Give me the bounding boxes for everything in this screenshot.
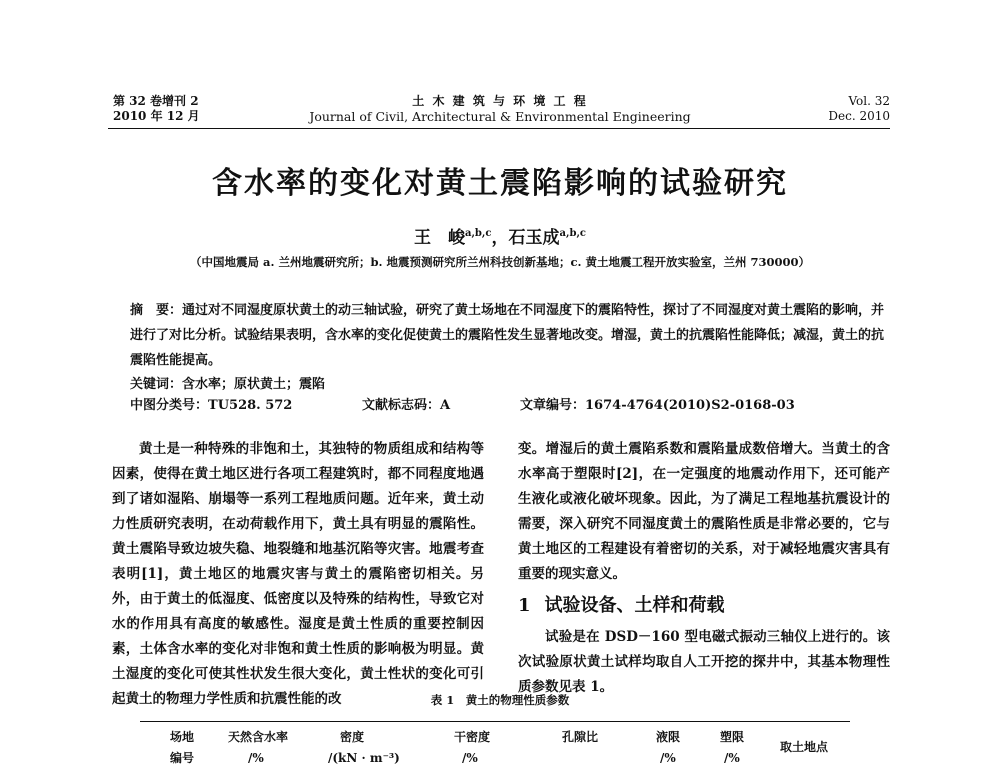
table-header-void-ratio: 孔隙比 <box>562 730 599 744</box>
body-paragraph-equipment: 试验是在 DSD－160 型电磁式振动三轴仪上进行的。该次试验原状黄土试样均取自人工开挖的探井中，其基本物理性质参数见表 1。 <box>518 629 890 695</box>
table-subheader-liquid-unit: /% <box>660 751 676 765</box>
author-line <box>0 223 1000 248</box>
clc-number <box>130 394 292 413</box>
keywords-text: 含水率；原状黄土；震陷 <box>182 377 326 392</box>
table-subheader-plastic-unit: /% <box>724 751 740 765</box>
journal-vol-en: Vol. 32 <box>848 94 890 108</box>
header-rule <box>108 128 890 129</box>
abstract-text: 通过对不同湿度原状黄土的动三轴试验，研究了黄土场地在不同湿度下的震陷特性，探讨了不同湿度对黄土震陷的影响，并进行了对比分析。试验结果表明，含水率的变化促使黄土的震陷性发生显著地改变。增湿，黄土的抗震陷性能降低；减湿，黄土的抗震陷性能提高。 <box>130 303 885 368</box>
journal-date-en: Dec. 2010 <box>828 109 890 123</box>
table-subheader-density-unit: /(kN · m⁻³) <box>328 751 400 765</box>
abstract <box>130 298 890 373</box>
article-number <box>520 394 795 413</box>
doc-code-value: A <box>440 398 451 413</box>
author-1: 王 峻 <box>413 228 465 248</box>
article-no-value: 1674-4764(2010)S2-0168-03 <box>585 398 795 413</box>
affiliation: （中国地震局 a. 兰州地震研究所；b. 地震预测研究所兰州科技创新基地；c. 黄土地震工程开放实验室，兰州 730000） <box>189 255 811 269</box>
clc-value: TU528. 572 <box>208 398 293 413</box>
table-subheader-dry-unit: /% <box>462 751 478 765</box>
journal-volume: 第 32 卷增刊 2 <box>113 94 199 108</box>
body-right-column-bottom <box>518 625 890 700</box>
section-1-title: 试验设备、土样和荷载 <box>544 595 725 616</box>
journal-name-cn: 土 木 建 筑 与 环 境 工 程 <box>412 94 588 108</box>
table-subheader-id: 编号 <box>170 751 195 765</box>
table-header-location: 取土地点 <box>780 740 829 754</box>
body-left-column <box>112 437 484 712</box>
article-no-label: 文章编号： <box>520 398 586 413</box>
keywords <box>130 373 325 392</box>
body-right-column-top <box>518 437 890 587</box>
section-1-number: 1 <box>518 595 531 616</box>
paper-title: 含水率的变化对黄土震陷影响的试验研究 <box>212 166 788 201</box>
table-header-liquid-limit: 液限 <box>656 730 681 744</box>
table-header-site: 场地 <box>170 730 195 744</box>
author-1-affil: a,b,c <box>464 228 492 239</box>
keywords-label: 关键词： <box>130 377 183 392</box>
author-separator: ， <box>491 228 509 248</box>
table-1-caption: 表 1 黄土的物理性质参数 <box>430 693 570 707</box>
table-header-plastic-limit: 塑限 <box>720 730 745 744</box>
table-header-dry-density: 干密度 <box>454 730 491 744</box>
body-paragraph-intro: 黄土是一种特殊的非饱和土，其独特的物质组成和结构等因素，使得在黄土地区进行各项工程建筑时，都不同程度地遇到了诸如湿陷、崩塌等一系列工程地质问题。近年来，黄土动力性质研究表明，在动荷载作用下，黄土具有明显的震陷性。黄土震陷导致边坡失稳、地裂缝和地基沉陷等灾害。地震考查表明[1]，黄土地区的地震灾害与黄土的震陷密切相关。另外，由于黄土的低湿度、低密度以及特殊的结构性，导致它对水的作用具有高度的敏感性。湿度是黄土性质的重要控制因素，土体含水率的变化对非饱和黄土性质的影响极为明显。黄土湿度的变化可使其性状发生很大变化，黄土性状的变化可引起黄土的物理力学性质和抗震性能的改 <box>112 441 484 707</box>
table-header-density: 密度 <box>340 730 365 744</box>
table-header-water-content: 天然含水率 <box>228 730 289 744</box>
section-1-heading <box>518 591 725 617</box>
journal-name-en: Journal of Civil, Architectural & Environmental Engineering <box>309 109 691 124</box>
author-2: 石玉成 <box>508 228 560 248</box>
table-top-rule <box>140 721 850 722</box>
document-code <box>362 394 450 413</box>
journal-date-cn: 2010 年 12 月 <box>113 109 200 123</box>
doc-code-label: 文献标志码： <box>362 398 441 413</box>
abstract-label: 摘 要： <box>130 303 183 318</box>
author-2-affil: a,b,c <box>559 228 587 239</box>
table-subheader-water-unit: /% <box>248 751 264 765</box>
body-paragraph-continued: 变。增湿后的黄土震陷系数和震陷量成数倍增大。当黄土的含水率高于塑限时[2]，在一定强度的地震动作用下，还可能产生液化或液化破坏现象。因此，为了满足工程地基抗震设计的需要，深入研究不同湿度黄土的震陷性质是非常必要的，它与黄土地区的工程建设有着密切的关系，对于减轻地震灾害具有重要的现实意义。 <box>518 441 890 582</box>
clc-label: 中图分类号： <box>130 398 209 413</box>
